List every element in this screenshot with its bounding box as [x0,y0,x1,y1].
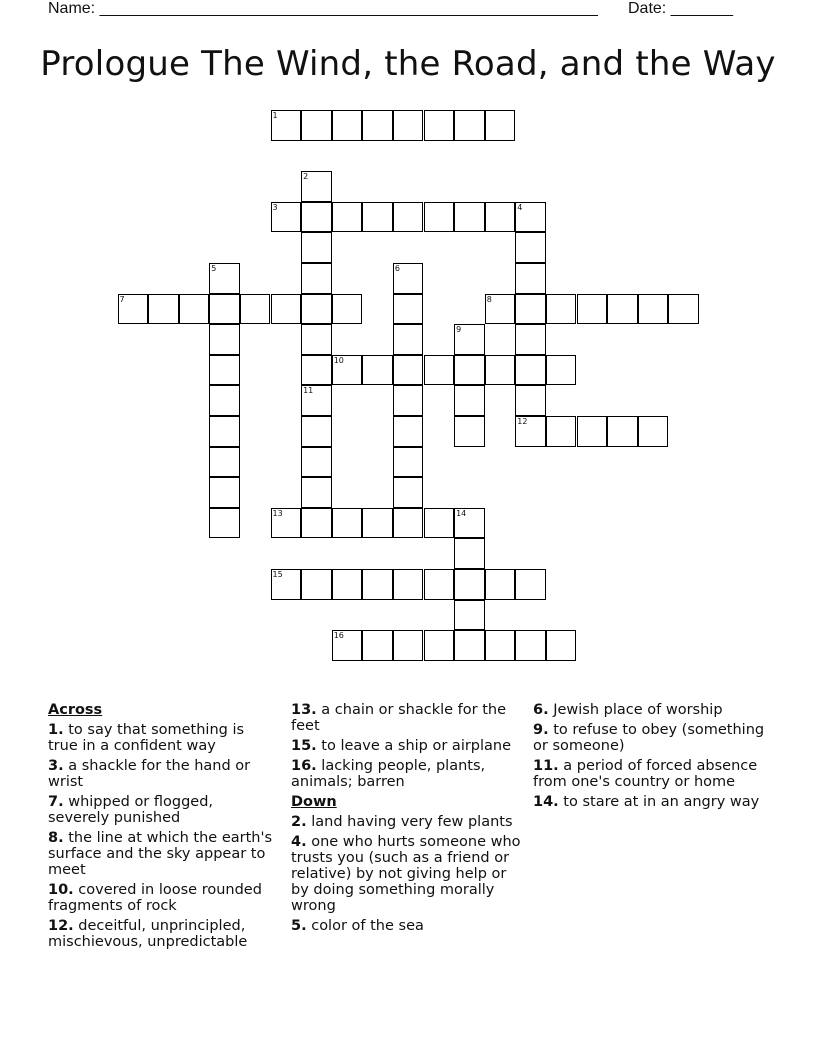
grid-cell[interactable] [485,630,516,661]
grid-cell[interactable] [393,569,424,600]
grid-cell[interactable] [515,416,546,447]
cell-number: 7 [119,294,125,304]
grid-cell[interactable] [424,630,455,661]
grid-cell[interactable] [271,202,302,233]
grid-cell[interactable] [393,508,424,539]
down-clue-11 [533,758,768,790]
grid-cell[interactable] [454,416,485,447]
grid-cell[interactable] [301,508,332,539]
clues-column-3 [533,702,768,814]
grid-cell[interactable] [515,294,546,325]
grid-cell[interactable] [515,263,546,294]
grid-cell[interactable] [393,355,424,386]
grid-cell[interactable] [546,416,577,447]
across-clue-10 [48,882,276,914]
grid-cell[interactable] [485,110,516,141]
grid-cell[interactable] [393,202,424,233]
grid-cell[interactable] [424,202,455,233]
clues-column-1 [48,702,276,954]
clue-text: a period of forced absence from one's country or home [533,758,758,790]
grid-cell[interactable] [209,294,240,325]
grid-cell[interactable] [454,538,485,569]
cell-number: 12 [517,417,528,426]
grid-cell[interactable] [424,569,455,600]
clue-number: 16. [291,758,317,774]
grid-cell[interactable] [454,385,485,416]
grid-cell[interactable] [362,355,393,386]
clue-number: 14. [533,794,559,810]
across-clue-12 [48,918,276,950]
grid-cell[interactable] [546,294,577,325]
grid-cell[interactable] [209,263,240,294]
grid-cell[interactable] [118,294,149,325]
page-title: Prologue The Wind, the Road, and the Way [40,44,776,84]
grid-cell[interactable] [301,232,332,263]
grid-cell[interactable] [515,202,546,233]
grid-cell[interactable] [362,202,393,233]
down-clue-9 [533,722,768,754]
cell-number: 14 [456,508,467,518]
grid-cell[interactable] [332,569,363,600]
grid-cell[interactable] [271,294,302,325]
grid-cell[interactable] [393,263,424,294]
grid-cell[interactable] [148,294,179,325]
clue-number: 8. [48,830,64,846]
grid-cell[interactable] [362,110,393,141]
across-clue-15 [291,738,523,754]
grid-cell[interactable] [393,416,424,447]
grid-cell[interactable] [424,110,455,141]
grid-cell[interactable] [271,110,302,141]
across-clue-8 [48,830,276,878]
grid-cell[interactable] [454,110,485,141]
clue-number: 1. [48,722,64,738]
grid-cell[interactable] [301,416,332,447]
down-clue-2 [291,814,523,830]
cell-number: 15 [272,570,283,579]
grid-cell[interactable] [485,355,516,386]
clue-text: lacking people, plants, animals; barren [291,758,486,790]
cell-number: 8 [486,294,492,304]
clue-number: 7. [48,794,64,810]
clue-number: 13. [291,702,317,718]
grid-cell[interactable] [454,630,485,661]
grid-cell[interactable] [209,477,240,508]
clue-text: the line at which the earth's surface and the sky appear to meet [48,830,273,878]
across-clue-1 [48,722,276,754]
across-clue-3 [48,758,276,790]
clue-number: 6. [533,702,549,718]
grid-cell[interactable] [271,569,302,600]
grid-cell[interactable] [301,171,332,202]
grid-cell[interactable] [332,202,363,233]
clue-text: a chain or shackle for the feet [291,702,507,734]
grid-cell[interactable] [515,569,546,600]
date-field: Date: _______ [628,0,733,17]
grid-cell[interactable] [515,232,546,263]
grid-cell[interactable] [546,355,577,386]
cell-number: 4 [517,202,523,212]
grid-cell[interactable] [301,263,332,294]
name-field: Name: ________________________________________________________ [48,0,598,17]
grid-cell[interactable] [393,385,424,416]
grid-cell[interactable] [332,630,363,661]
grid-cell[interactable] [271,508,302,539]
grid-cell[interactable] [209,385,240,416]
down-heading: Down [291,794,337,810]
grid-cell[interactable] [362,569,393,600]
across-clue-7 [48,794,276,826]
clue-text: to stare at in an angry way [563,794,760,810]
clue-text: color of the sea [311,918,424,934]
clue-text: to refuse to obey (something or someone) [533,722,765,754]
grid-cell[interactable] [424,355,455,386]
clue-number: 12. [48,918,74,934]
clue-number: 5. [291,918,307,934]
grid-cell[interactable] [638,416,669,447]
grid-cell[interactable] [393,477,424,508]
grid-cell[interactable] [332,110,363,141]
grid-cell[interactable] [393,110,424,141]
grid-cell[interactable] [424,508,455,539]
grid-cell[interactable] [362,630,393,661]
grid-cell[interactable] [332,355,363,386]
clue-text: to leave a ship or airplane [321,738,512,754]
grid-cell[interactable] [668,294,699,325]
grid-cell[interactable] [485,202,516,233]
clue-text: Jewish place of worship [553,702,723,718]
cell-number: 11 [303,386,314,396]
grid-cell[interactable] [393,630,424,661]
grid-cell[interactable] [607,294,638,325]
grid-cell[interactable] [546,630,577,661]
grid-cell[interactable] [515,630,546,661]
grid-cell[interactable] [393,294,424,325]
grid-cell[interactable] [209,447,240,478]
down-clue-6 [533,702,768,718]
grid-cell[interactable] [577,416,608,447]
clue-number: 11. [533,758,559,774]
clue-text: land having very few plants [311,814,513,830]
down-clue-5 [291,918,523,934]
clue-text: deceitful, unprincipled, mischievous, unpredictable [48,918,248,950]
cell-number: 3 [272,202,278,212]
grid-cell[interactable] [638,294,669,325]
clue-text: covered in loose rounded fragments of rock [48,882,262,914]
grid-cell[interactable] [301,477,332,508]
grid-cell[interactable] [393,324,424,355]
cell-number: 10 [333,355,344,365]
grid-cell[interactable] [209,355,240,386]
grid-cell[interactable] [485,294,516,325]
clue-text: one who hurts someone who trusts you (such as a friend or relative) by not giving help or by doing something morally wrong [291,834,521,914]
clue-number: 4. [291,834,307,850]
cell-number: 13 [272,508,283,518]
across-clue-13 [291,702,523,734]
clue-number: 10. [48,882,74,898]
cell-number: 16 [333,631,344,641]
grid-cell[interactable] [301,569,332,600]
cell-number: 6 [394,264,400,273]
grid-cell[interactable] [515,324,546,355]
cell-number: 9 [456,325,462,335]
grid-cell[interactable] [577,294,608,325]
grid-cell[interactable] [301,294,332,325]
cell-number: 2 [303,172,309,182]
clue-text: to say that something is true in a confident way [48,722,245,754]
clue-number: 15. [291,738,317,754]
grid-cell[interactable] [301,385,332,416]
grid-cell[interactable] [362,508,393,539]
grid-cell[interactable] [454,600,485,631]
grid-cell[interactable] [301,355,332,386]
grid-cell[interactable] [607,416,638,447]
grid-cell[interactable] [332,508,363,539]
grid-cell[interactable] [209,324,240,355]
grid-cell[interactable] [454,202,485,233]
clue-number: 2. [291,814,307,830]
grid-cell[interactable] [515,385,546,416]
clue-text: whipped or flogged, severely punished [48,794,214,826]
cell-number: 1 [272,111,278,120]
grid-cell[interactable] [301,110,332,141]
across-heading: Across [48,702,103,718]
clue-number: 9. [533,722,549,738]
grid-cell[interactable] [454,508,485,539]
cell-number: 5 [211,264,217,273]
grid-cell[interactable] [179,294,210,325]
grid-cell[interactable] [485,569,516,600]
down-clue-4 [291,834,523,914]
grid-cell[interactable] [332,294,363,325]
grid-cell[interactable] [515,355,546,386]
grid-cell[interactable] [240,294,271,325]
grid-cell[interactable] [301,447,332,478]
clue-number: 3. [48,758,64,774]
grid-cell[interactable] [454,324,485,355]
grid-cell[interactable] [301,324,332,355]
grid-cell[interactable] [393,447,424,478]
grid-cell[interactable] [209,416,240,447]
grid-cell[interactable] [301,202,332,233]
grid-cell[interactable] [209,508,240,539]
across-clue-16 [291,758,523,790]
clues-column-2 [291,702,523,938]
grid-cell[interactable] [454,355,485,386]
clue-text: a shackle for the hand or wrist [48,758,251,790]
grid-cell[interactable] [454,569,485,600]
down-clue-14 [533,794,768,810]
